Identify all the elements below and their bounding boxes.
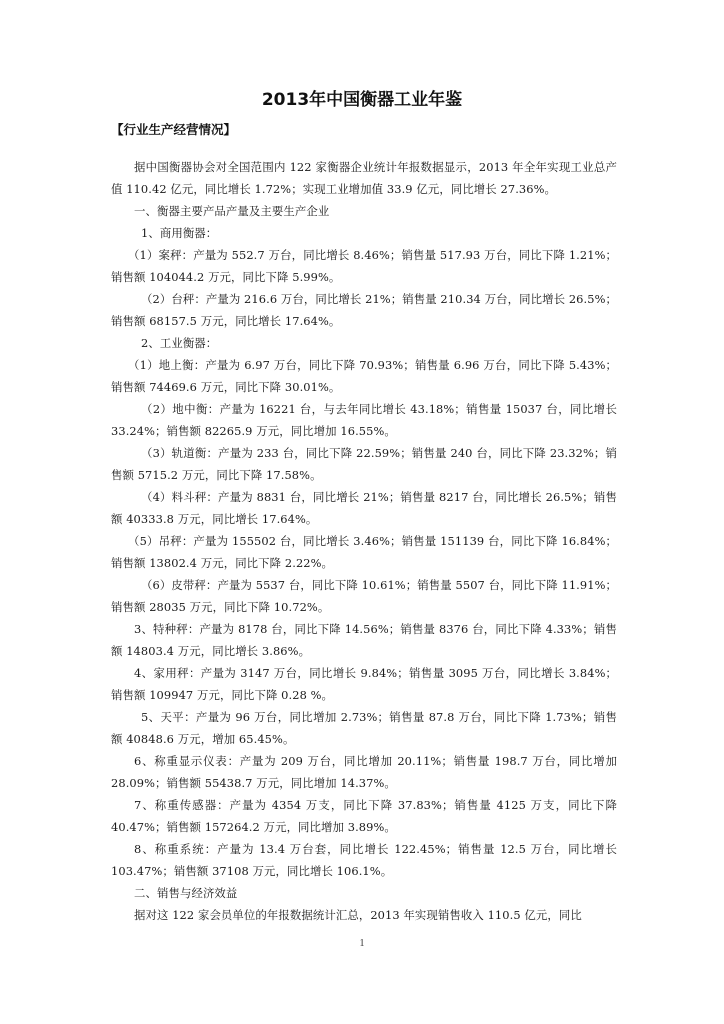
paragraph-summary: 据中国衡器协会对全国范围内 122 家衡器企业统计年报数据显示，2013 年全年实现工业总产值 110.42 亿元，同比增长 1.72%；实现工业增加值 33.9 亿元，同比增长 27.36%。 [111,160,617,196]
heading-commercial-scales: 1、商用衡器： [141,226,218,240]
paragraph-weighing-indicator: 6、称重显示仪表：产量为 209 万台，同比增加 20.11%；销售量 198.7 万台，同比增加 28.09%；销售额 55438.7 万元，同比增加 14.37%。 [111,754,617,790]
paragraph-load-cell: 7、称重传感器：产量为 4354 万支，同比下降 37.83%；销售量 4125 万支，同比下降 40.47%；销售额 157264.2 万元，同比增加 3.89%。 [111,798,617,834]
paragraph-sales-revenue: 据对这 122 家会员单位的年报数据统计汇总，2013 年实现销售收入 110.5 亿元，同比 [134,908,582,922]
paragraph-hopper-scale: （4）料斗秤：产量为 8831 台，同比增长 21%；销售量 8217 台，同比增长 26.5%；销售额 40333.8 万元，同比增长 17.64%。 [111,490,617,526]
paragraph-household-scale: 4、家用秤：产量为 3147 万台，同比增长 9.84%；销售量 3095 万台，同比增长 3.84%；销售额 109947 万元，同比下降 0.28 %。 [111,666,617,702]
section-heading: 【行业生产经营情况】 [111,122,237,137]
paragraph-crane-scale: （5）吊秤：产量为 155502 台，同比增长 3.46%；销售量 151139 台，同比下降 16.84%；销售额 13802.4 万元，同比下降 2.22%。 [111,534,617,570]
paragraph-special-scale: 3、特种秤：产量为 8178 台，同比下降 14.56%；销售量 8376 台，同比下降 4.33%；销售额 14803.4 万元，同比增长 3.86%。 [111,622,617,658]
paragraph-pit-scale: （2）地中衡：产量为 16221 台，与去年同比增长 43.18%；销售量 15037 台，同比增长 33.24%；销售额 82265.9 万元，同比增加 16.55%。 [111,402,617,438]
document-body [111,156,617,926]
paragraph-belt-scale: （6）皮带秤：产量为 5537 台，同比下降 10.61%；销售量 5507 台，同比下降 11.91%；销售额 28035 万元，同比下降 10.72%。 [111,578,617,614]
paragraph-platform-scale: （2）台秤：产量为 216.6 万台，同比增长 21%；销售量 210.34 万台，同比增长 26.5%；销售额 68157.5 万元，同比增长 17.64%。 [111,292,617,328]
paragraph-weighing-system: 8、称重系统：产量为 13.4 万台套，同比增长 122.45%；销售量 12.5 万台，同比增长 103.47%；销售额 37108 万元，同比增长 106.1%。 [111,842,617,878]
paragraph-counter-scale: （1）案秤：产量为 552.7 万台，同比增长 8.46%；销售量 517.93 万台，同比下降 1.21%；销售额 104044.2 万元，同比下降 5.99%。 [111,248,617,284]
paragraph-rail-scale: （3）轨道衡：产量为 233 台，同比下降 22.59%；销售量 240 台，同比下降 23.32%；销售额 5715.2 万元，同比下降 17.58%。 [111,446,617,482]
paragraph-above-ground-scale: （1）地上衡：产量为 6.97 万台，同比下降 70.93%；销售量 6.96 万台，同比下降 5.43%；销售额 74469.6 万元，同比下降 30.01%。 [111,358,617,394]
heading-product-output: 一、衡器主要产品产量及主要生产企业 [134,204,330,218]
page-number: 1 [359,938,365,949]
heading-industrial-scales: 2、工业衡器： [141,336,218,350]
heading-sales-and-benefits: 二、销售与经济效益 [134,886,238,900]
page-title: 2013年中国衡器工业年鉴 [261,90,463,110]
paragraph-balance: 5、天平：产量为 96 万台，同比增加 2.73%；销售量 87.8 万台，同比下降 1.73%；销售额 40848.6 万元，增加 65.45%。 [111,710,617,746]
